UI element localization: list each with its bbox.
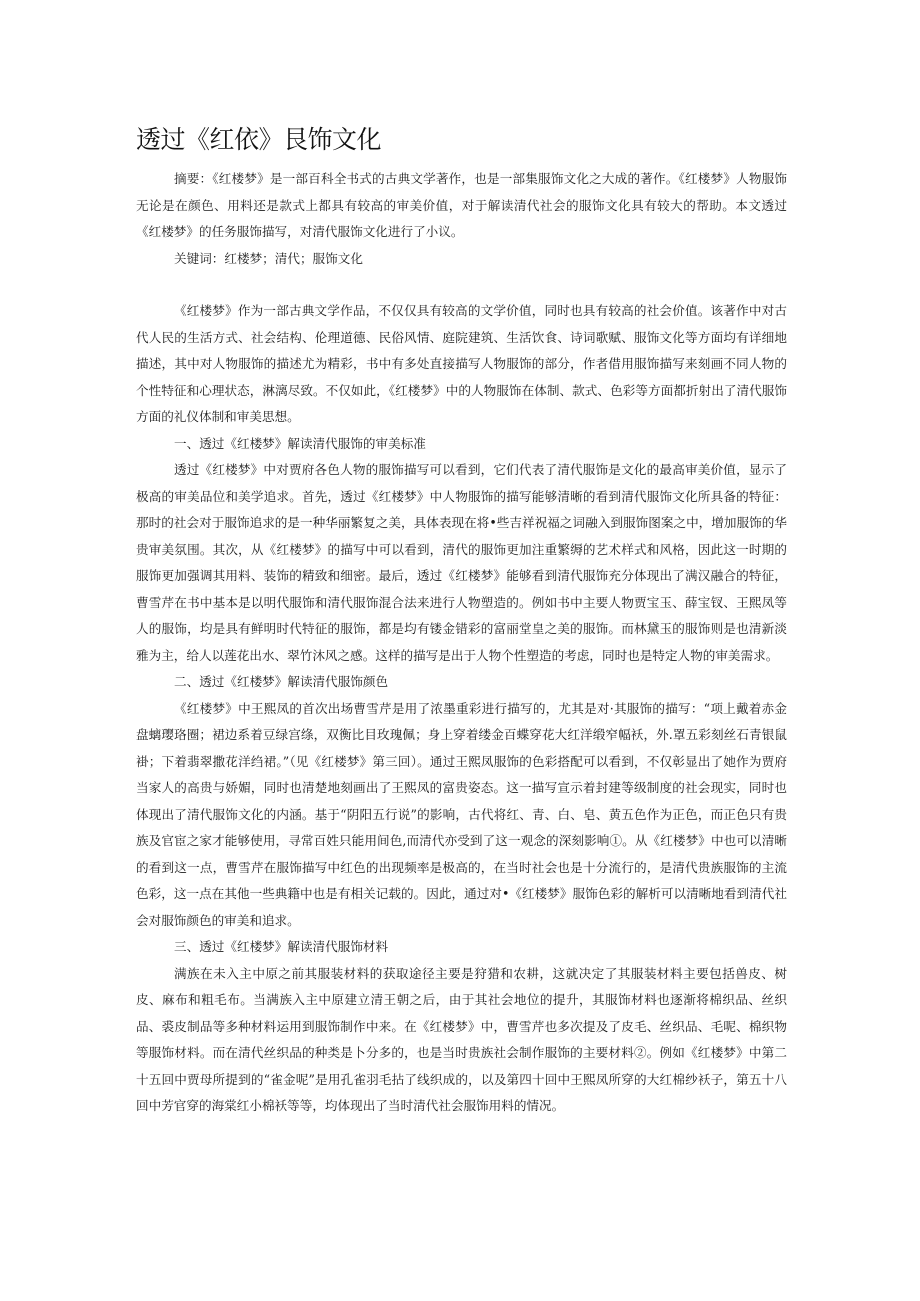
spacer — [136, 272, 787, 298]
section-heading-1: 一、透过《红楼梦》解读清代服饰的审美标准 — [174, 435, 426, 451]
keywords-line: 关键词：红楼梦；清代；服饰文化 — [174, 250, 363, 266]
document-title: 透过《红依》艮饰文化 — [136, 125, 382, 154]
section-paragraph-1: 透过《红楼梦》中对贾府各色人物的服饰描写可以看到，它们代表了清代服饰是文化的最高审美价值，显示了极高的审美品位和美学追求。首先，透过《红楼梦》中人物服饰的描写能够清晰的看到清代服饰文化所具备的特征：那时的社会对于服饰追求的是一种华丽繁复之美，具体表现在将•些吉祥祝福之词融入到服饰图案之中，增加服饰的华贵审美氛围。其次，从《红楼梦》的描写中可以看到，清代的服饰更加注重繁缛的艺术样式和风格，因此这一时期的服饰更加强调其用料、装饰的精致和细密。最后，透过《红楼梦》能够看到清代服饰充分体现出了满汉融合的特征，曹雪芹在书中基本是以明代服饰和清代服饰混合法来进行人物塑造的。例如书中主要人物贾宝玉、薛宝钗、王熙凤等人的服饰，均是具有鲜明时代特征的服饰，都是均有镂金错彩的富丽堂皇之美的服饰。而林黛玉的服饰则是也清新淡雅为主，给人以莲花出水、翠竹沐风之感。这样的描写是出于人物个性塑造的考虑，同时也是特定人物的审美需求。 — [136, 462, 787, 663]
section-heading-3: 三、透过《红楼梦》解读清代服饰材料 — [174, 939, 389, 954]
intro-paragraph: 《红楼梦》作为一部古典文学作品，不仅仅具有较高的文学价值，同时也具有较高的社会价值。该著作中对古代人民的生活方式、社会结构、伦理道德、民俗风情、庭院建筑、生活饮食、诗词歌赋、服饰文化等方面均有详细地描述，其中对人物服饰的描述尤为精彩，书中有多处直接描写人物服饰的部分，作者借用服饰描写来刻画不同人物的个性特征和心理状态，淋漓尽致。不仅如此，《红楼梦》中的人物服饰在体制、款式、色彩等方面都折射出了清代服饰方面的礼仪体制和审美思想。 — [136, 303, 787, 424]
abstract-paragraph: 摘要：《红楼梦》是一部百科全书式的古典文学著作，也是一部集服饰文化之大成的著作。《红楼梦》人物服饰无论是在颜色、用料还是款式上都具有较高的审美价值，对于解读清代社会的服饰文化具有较大的帮助。本文透过《红楼梦》的任务服饰描写，对清代服饰文化进行了小议。 — [136, 171, 787, 239]
section-paragraph-2: 《红楼梦》中王熙凤的首次出场曹雪芹是用了浓墨重彩进行描写的，尤其是对·其服饰的描写：“项上戴着赤金盘螭璎珞圈；裙边系着豆绿宫绦，双衡比目玫瑰佩；身上穿着缕金百蝶穿花大红洋缎窄幅袄，外.罩五彩刻丝石青银鼠褂；下着翡翠撒花洋绉裙。”（见《红楼梦》第三回）。通过王熙凤服饰的色彩搭配可以看到，不仅彰显出了她作为贾府当家人的高贵与娇媚，同时也清楚地刻画出了王熙凤的富贵姿态。这一描写宣示着封建等级制度的社会现实，同时也体现出了清代服饰文化的内涵。基于“阴阳五行说”的影响，古代将红、青、白、皂、黄五色作为正色，而正色只有贵族及官宦之家才能够使用，寻常百姓只能用间色,而清代亦受到了这一观念的深刻影响①。从《红楼梦》中也可以清晰的看到这一点，曹雪芹在服饰描写中红色的出现频率是极高的，在当时社会也是十分流行的，是清代贵族服饰的主流色彩，这一点在其他一些典籍中也是有相关记载的。因此，通过对•《红楼梦》服饰色彩的解析可以清晰地看到清代社会对服饰颜色的审美和追求。 — [136, 700, 787, 928]
section-heading-2: 二、透过《红楼梦》解读清代服饰颜色 — [174, 674, 389, 689]
section-paragraph-3: 满族在未入主中原之前其服装材料的获取途径主要是狩猎和农耕，这就决定了其服装材料主要包括兽皮、树皮、麻布和粗毛布。当满族入主中原建立清王朝之后，由于其社会地位的提升，其服饰材料也逐渐将棉织品、丝织品、裘皮制品等多种材料运用到服饰制作中来。在《红楼梦》中，曹雪芹也多次提及了皮毛、丝织品、毛呢、棉织物等服饰材料。而在清代丝织品的种类是卜分多的，也是当时贵族社会制作服饰的主要材料②。例如《红楼梦》中第二十五回中贾母所提到的“雀金呢”是用孔雀羽毛拈了线织成的，以及第四十回中王熙凤所穿的大红棉纱袄子，第五十八回中芳官穿的海棠红小棉袄等等，均体现出了当时清代社会服饰用料的情况。 — [136, 965, 787, 1113]
document-body — [136, 166, 787, 1120]
